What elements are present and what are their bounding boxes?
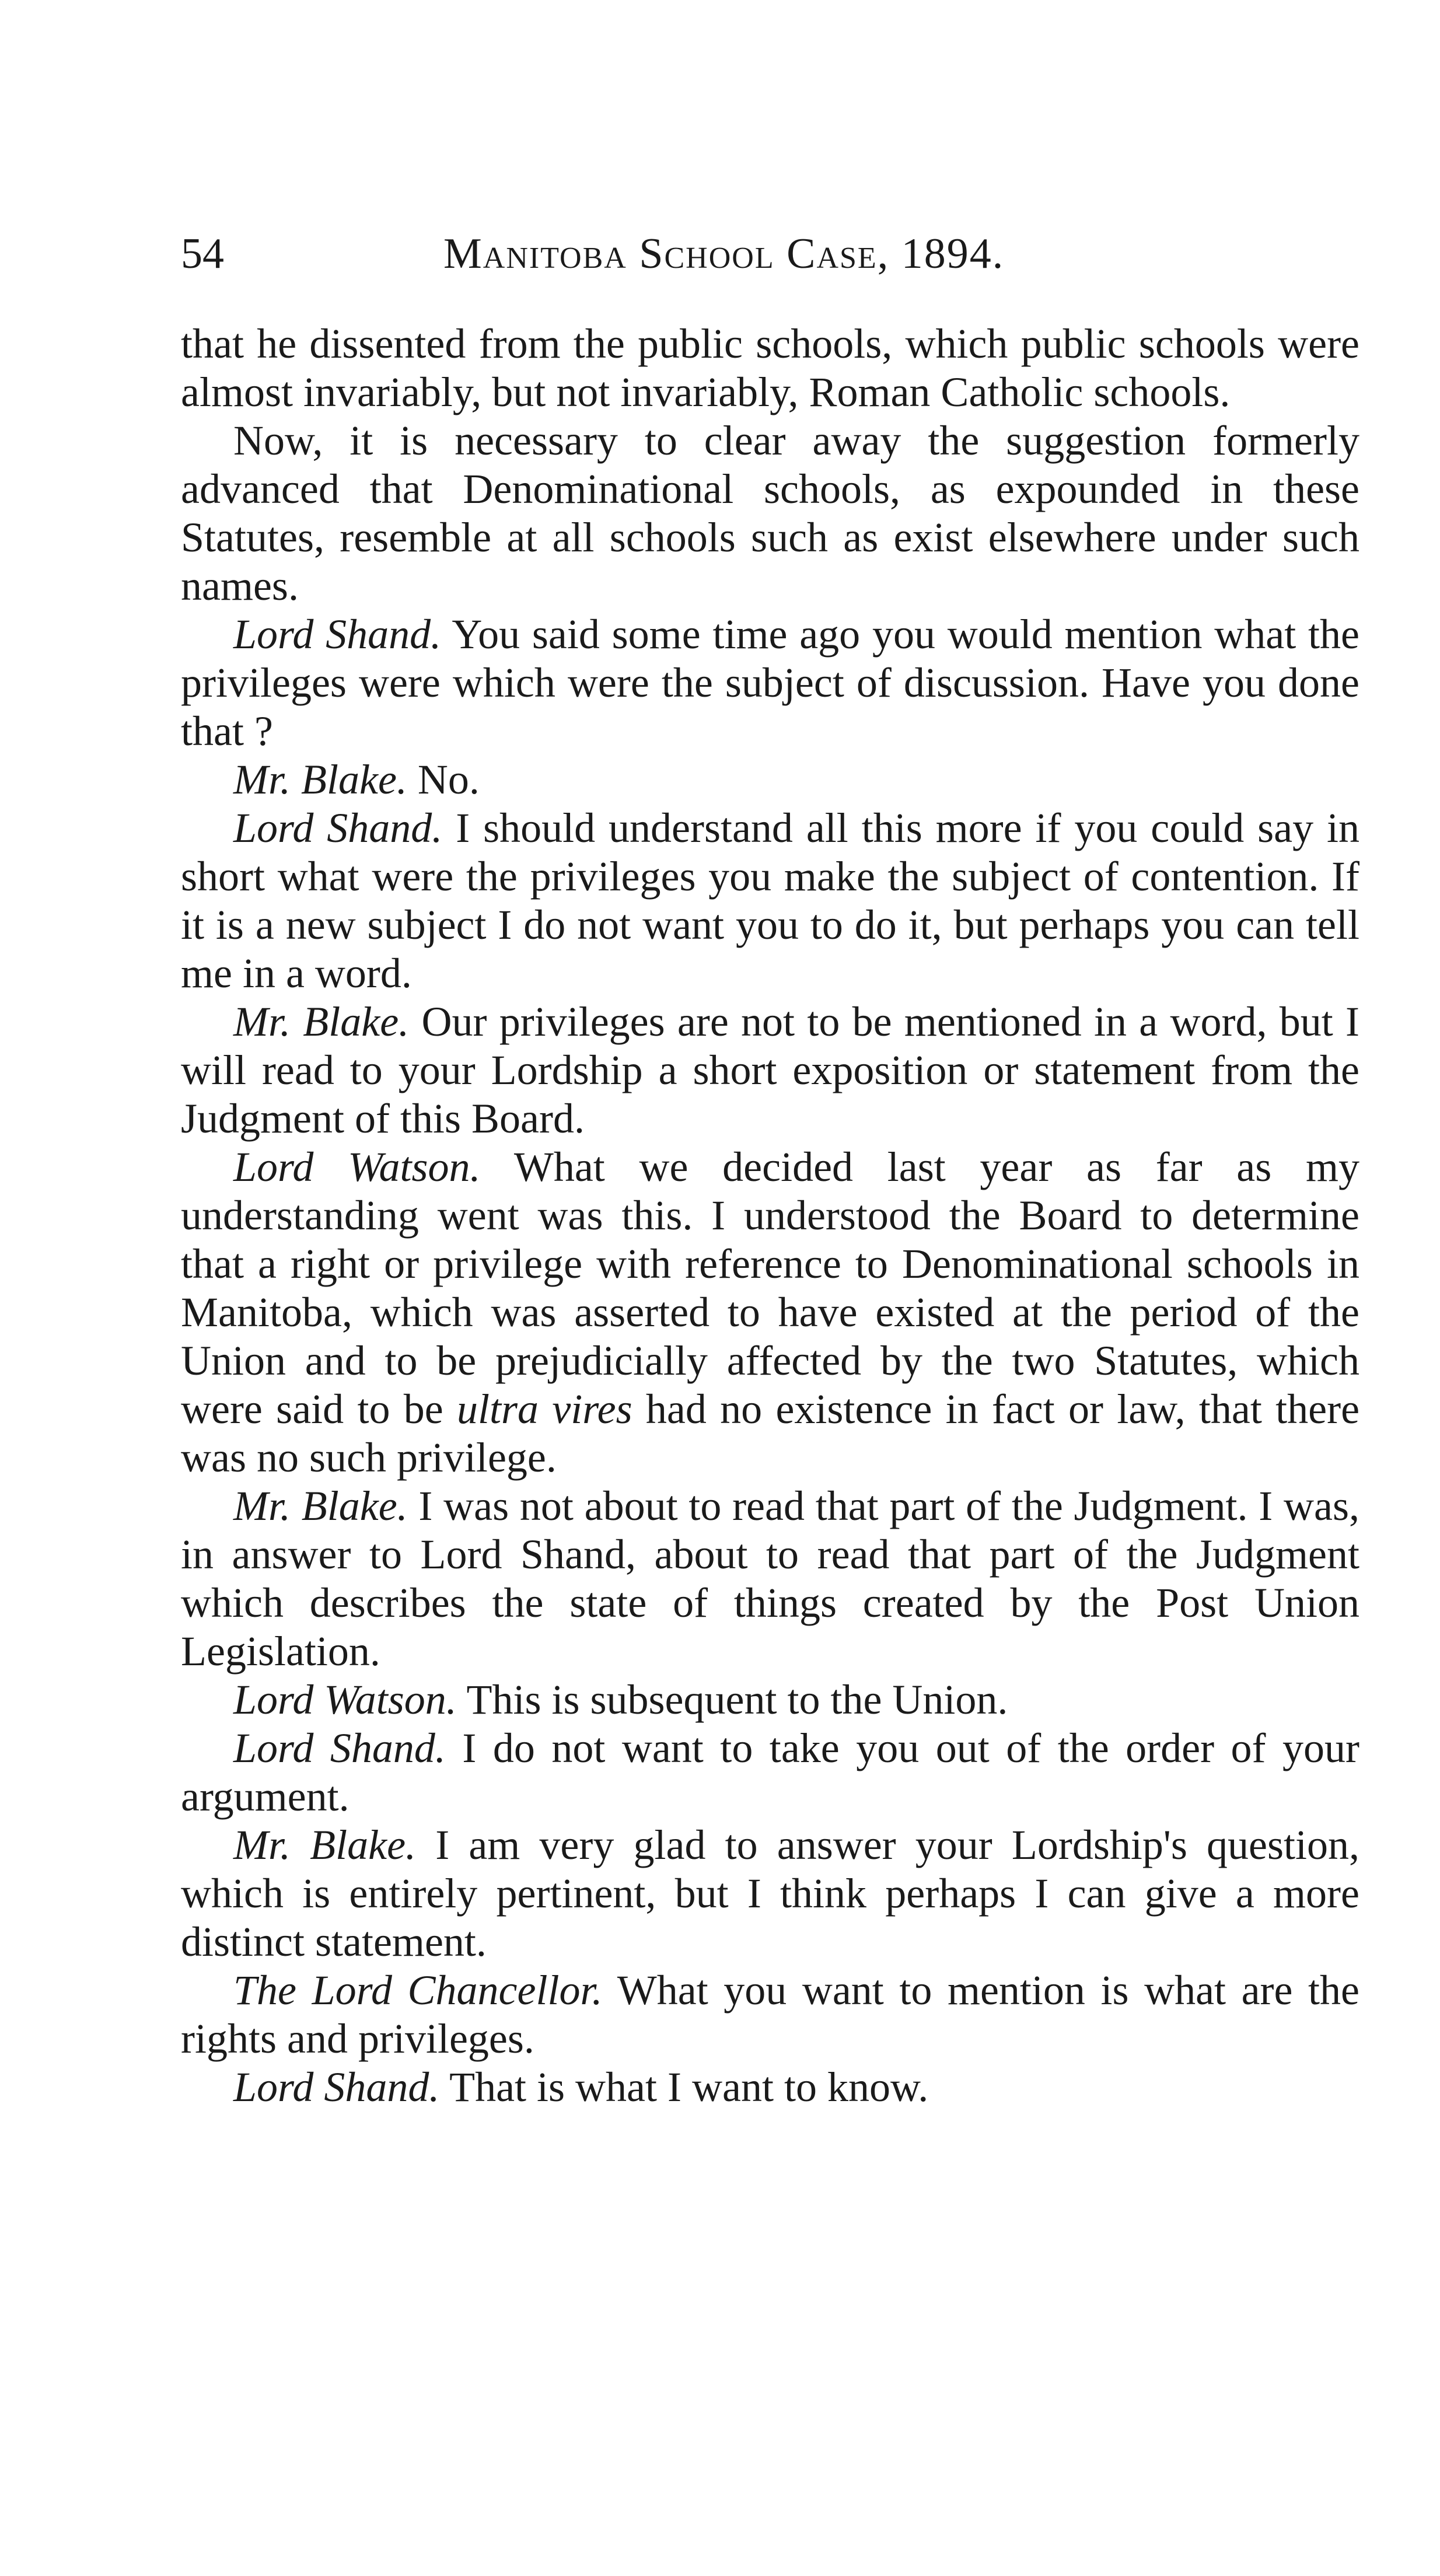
speech-text: I was not about to read that part of the Judgment. I was, in answer to Lord Shand, about to read that part of the Judgment which describes the state of things created by the Post Union Legislation. [181, 1483, 1359, 1675]
dialogue-line [181, 1724, 1359, 1821]
speaker-name: Lord Shand. [233, 1725, 446, 1771]
speech-text: What you want to mention is what are the rights and privileges. [181, 1967, 1360, 2062]
speaker-name: Lord Shand. [233, 611, 442, 658]
dialogue-line [181, 756, 1359, 804]
dialogue-line [181, 1821, 1359, 1966]
speech-text-continued: had no existence in fact or law, that there was no such privilege. [181, 1386, 1360, 1481]
speech-text: This is subsequent to the Union. [466, 1676, 1008, 1723]
speech-text: I am very glad to answer your Lordship's question, which is entirely pertinent, but I think perhaps I can give a more distinct statement. [181, 1822, 1359, 1965]
dialogue-line [181, 804, 1359, 998]
speech-text: I should understand all this more if you could say in short what were the privileges you make the subject of contention. If it is a new subject I do not want you to do it, but perhaps you can tell me in a word. [181, 805, 1360, 997]
running-title: Manitoba School Case, 1894. [443, 230, 1005, 278]
speech-text: Our privileges are not to be mentioned in a word, but I will read to your Lordship a short exposition or statement from the Judgment of this Board. [181, 998, 1360, 1142]
paragraph-text: Now, it is necessary to clear away the suggestion formerly advanced that Denominational schools, as expounded in these Statutes, resemble at all schools such as exist elsewhere under such names. [181, 417, 1359, 609]
speech-text: You said some time ago you would mention what the privileges were which were the subject of discussion. Have you done that ? [181, 611, 1360, 754]
speaker-name: Lord Shand. [233, 2064, 440, 2110]
speech-text: No. [417, 756, 480, 803]
paragraph [181, 417, 1359, 610]
speaker-name: Lord Watson. [233, 1144, 481, 1190]
speech-text: What we decided last year as far as my understanding went was this. I understood the Board to determine that a right or privilege with reference to Denominational schools in Manitoba, which was asserted to have existed at the period of the Union and to be prejudicially affected by the two Statutes, which were said to be [181, 1144, 1359, 1432]
speaker-name: Mr. Blake. [233, 756, 407, 803]
dialogue-line [181, 1676, 1359, 1724]
dialogue-line [181, 1482, 1359, 1676]
latin-phrase: ultra vires [457, 1386, 632, 1432]
body-text [181, 320, 1359, 2112]
speech-text: I do not want to take you out of the order of your argument. [181, 1725, 1360, 1820]
dialogue-line [181, 1143, 1359, 1482]
dialogue-line [181, 610, 1359, 756]
paragraph [181, 320, 1359, 417]
dialogue-line [181, 1966, 1359, 2063]
paragraph-text: that he dissented from the public schools, which public schools were almost invariably, but not invariably, Roman Catholic schools. [181, 320, 1359, 415]
speech-text: That is what I want to know. [449, 2064, 929, 2110]
speaker-name: Mr. Blake. [233, 1483, 408, 1529]
page-header [181, 225, 1260, 289]
speaker-name: Lord Shand. [233, 805, 443, 851]
dialogue-line [181, 998, 1359, 1143]
speaker-name: Lord Watson. [233, 1676, 457, 1723]
speaker-name: Mr. Blake. [233, 998, 410, 1045]
dialogue-line [181, 2063, 1359, 2112]
speaker-name: Mr. Blake. [233, 1822, 417, 1868]
speaker-name: The Lord Chancellor. [233, 1967, 603, 2014]
page-number: 54 [181, 230, 224, 278]
